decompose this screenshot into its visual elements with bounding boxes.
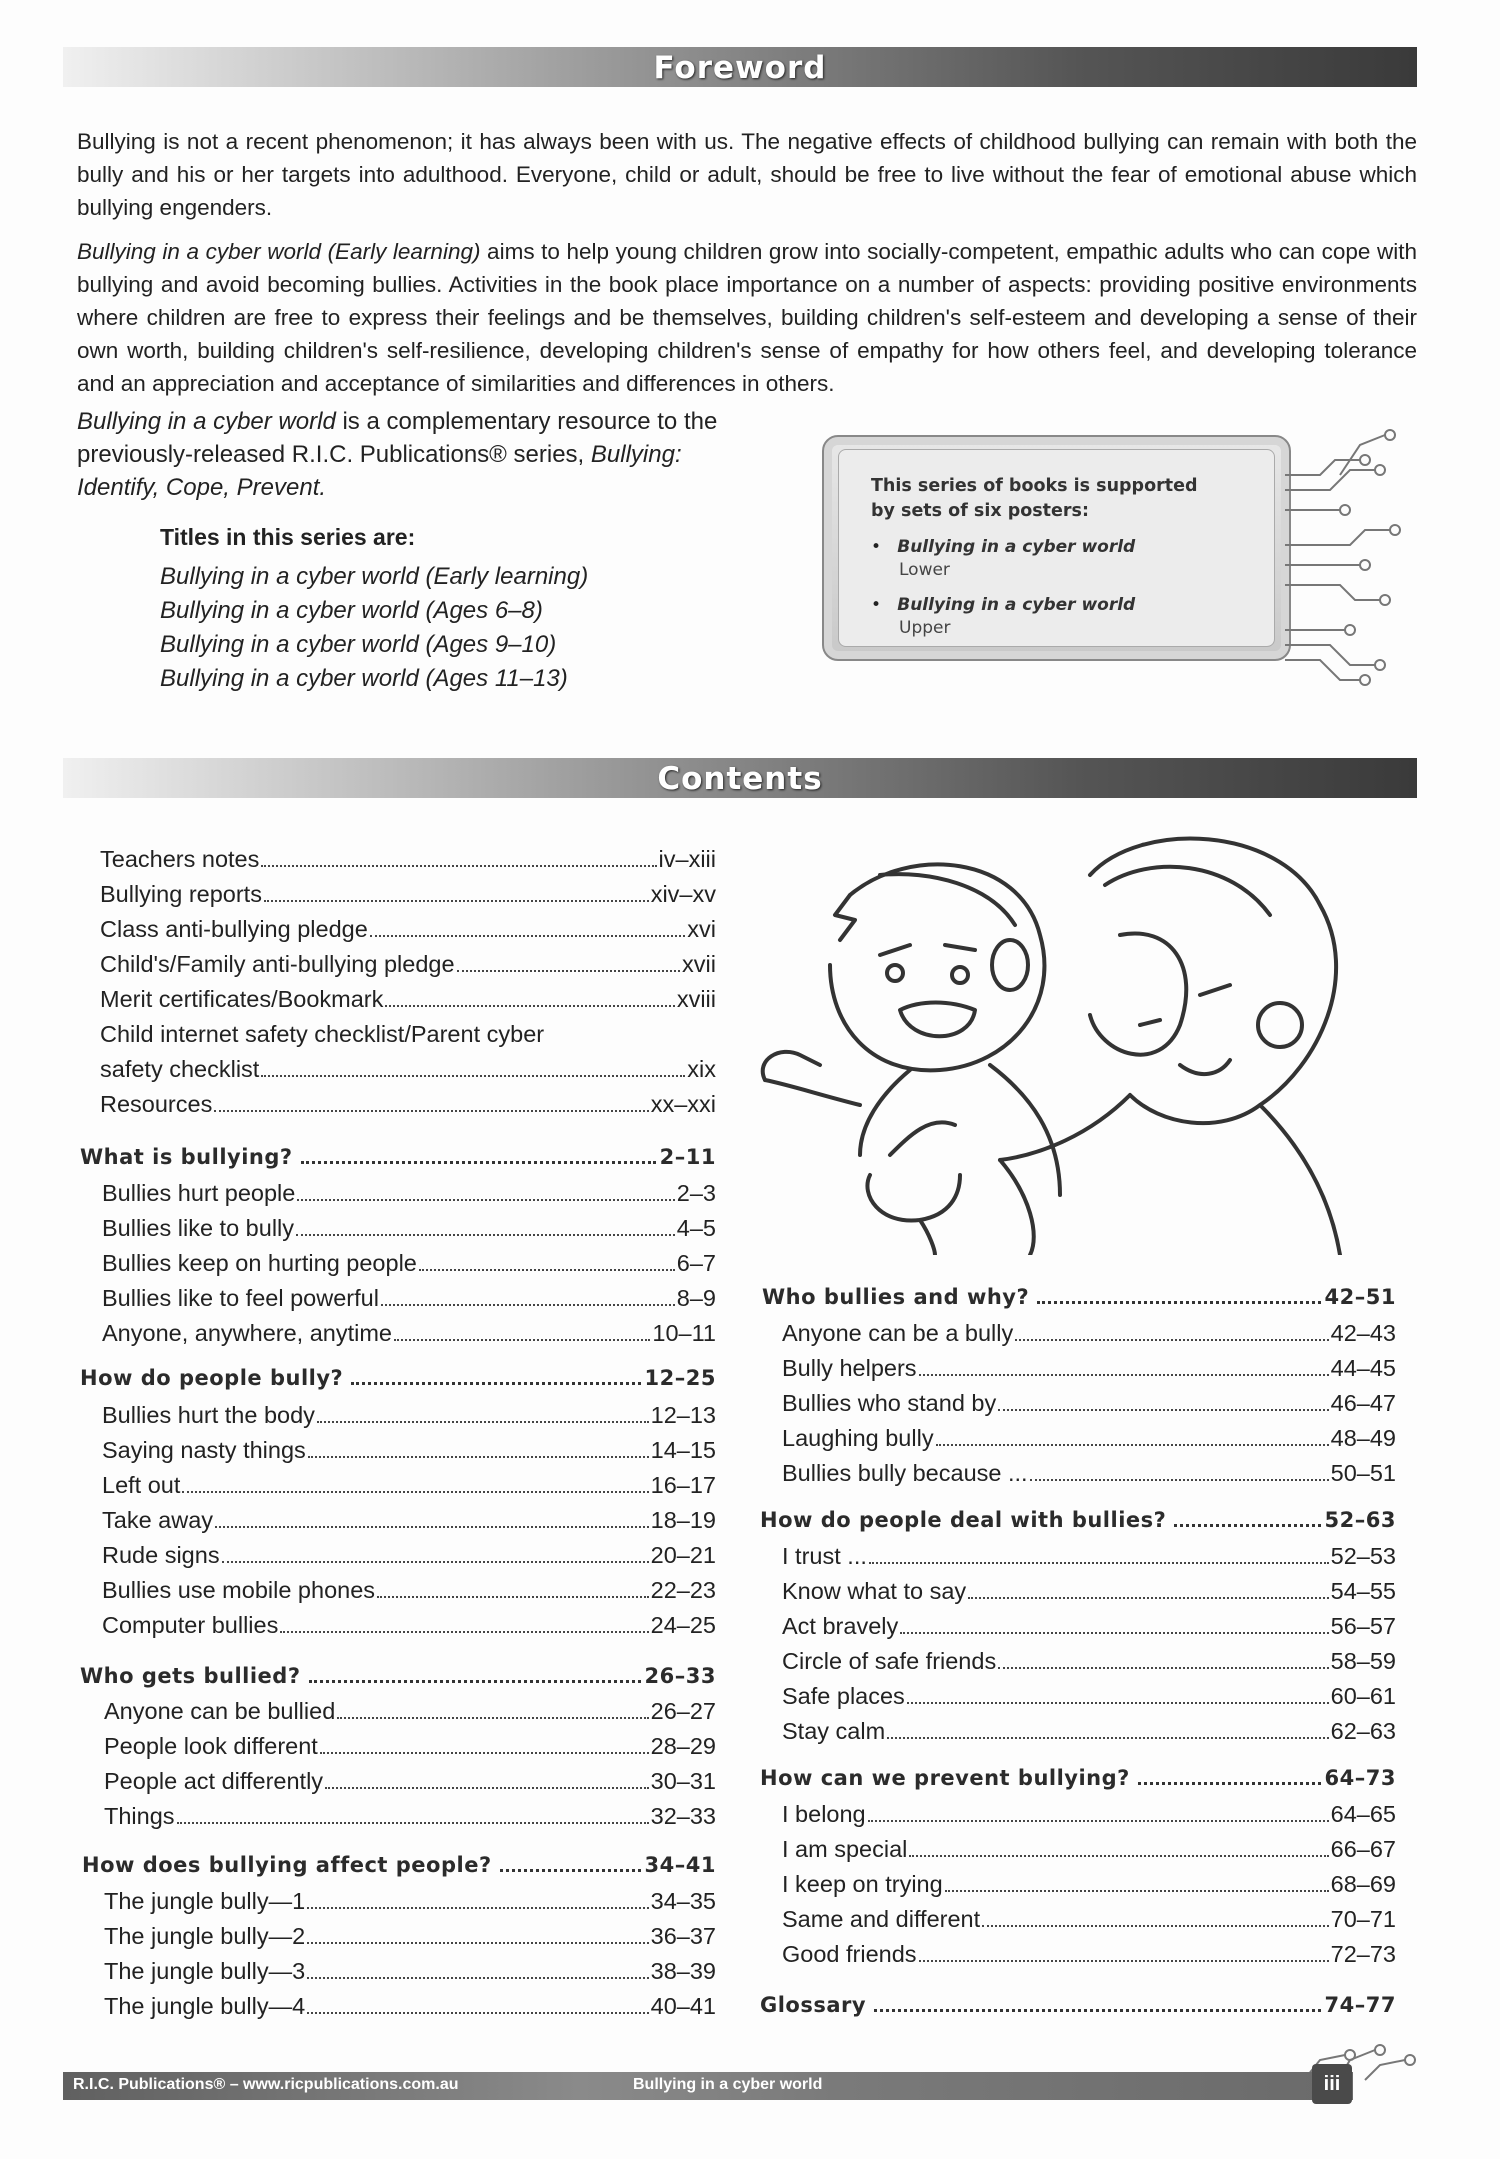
toc-item[interactable]: Same and different 70–71 (782, 1906, 1396, 1932)
toc-item[interactable]: Circle of safe friends 58–59 (782, 1648, 1396, 1674)
toc-item[interactable]: Merit certificates/Bookmark xviii (100, 986, 716, 1012)
toc-item[interactable]: Bully helpers 44–45 (782, 1355, 1396, 1381)
toc-item[interactable]: Anyone, anywhere, anytime 10–11 (102, 1320, 716, 1346)
page-number: iii (1312, 2064, 1352, 2104)
toc-section-who-bullies-and-why[interactable]: Who bullies and why? 42–51 (762, 1285, 1396, 1309)
contents-heading: Contents (657, 761, 823, 797)
toc-section-how-do-people-deal-with-bullies[interactable]: How do people deal with bullies? 52–63 (760, 1508, 1396, 1532)
toc-item[interactable]: Bullies use mobile phones 22–23 (102, 1577, 716, 1603)
toc-item[interactable]: Anyone can be a bully 42–43 (782, 1320, 1396, 1346)
poster-info-box (822, 435, 1291, 661)
toc-item[interactable]: People look different 28–29 (104, 1733, 716, 1759)
footer-publisher: R.I.C. Publications® – www.ricpublications.com.au (73, 2076, 459, 2093)
toc-item[interactable]: The jungle bully—4 40–41 (104, 1993, 716, 2019)
toc-item[interactable]: Bullies hurt the body 12–13 (102, 1402, 716, 1428)
toc-item[interactable]: Stay calm 62–63 (782, 1718, 1396, 1744)
circuit-decoration-icon (1280, 415, 1430, 720)
poster-item: • Bullying in a cyber world Upper (871, 595, 1136, 638)
page-footer (63, 2072, 1353, 2100)
series-title: Bullying in a cyber world (Ages 6–8) (160, 597, 543, 624)
toc-item[interactable]: Bullies who stand by 46–47 (782, 1390, 1396, 1416)
toc-item[interactable]: safety checklist xix (100, 1056, 716, 1082)
toc-item[interactable]: I keep on trying 68–69 (782, 1871, 1396, 1897)
toc-section-how-do-people-bully[interactable]: How do people bully? 12–25 (80, 1366, 716, 1390)
toc-item[interactable]: Bullies hurt people 2–3 (102, 1180, 716, 1206)
toc-section-who-gets-bullied[interactable]: Who gets bullied? 26–33 (80, 1664, 716, 1688)
toc-item[interactable]: I belong 64–65 (782, 1801, 1396, 1827)
toc-item[interactable]: I trust ... 52–53 (782, 1543, 1396, 1569)
toc-item[interactable]: Take away 18–19 (102, 1507, 716, 1533)
bullet-icon: • (871, 595, 898, 615)
toc-item[interactable]: Teachers notes iv–xiii (100, 846, 716, 872)
circuit-decoration-icon (1290, 2025, 1430, 2115)
poster-item: • Bullying in a cyber world Lower (871, 537, 1136, 580)
toc-item[interactable]: Anyone can be bullied 26–27 (104, 1698, 716, 1724)
toc-section-what-is-bullying[interactable]: What is bullying? 2–11 (80, 1145, 716, 1169)
toc-item[interactable]: Safe places 60–61 (782, 1683, 1396, 1709)
bullying-illustration (760, 815, 1380, 1255)
poster-box-heading: This series of books is supported by sets of six posters: (871, 476, 1198, 521)
toc-item[interactable]: Bullying reports xiv–xv (100, 881, 716, 907)
toc-item[interactable]: Things 32–33 (104, 1803, 716, 1829)
toc-item[interactable]: Laughing bully 48–49 (782, 1425, 1396, 1451)
toc-item[interactable]: The jungle bully—2 36–37 (104, 1923, 716, 1949)
foreword-heading: Foreword (653, 50, 827, 86)
toc-item[interactable]: Resources xx–xxi (100, 1091, 716, 1117)
toc-item[interactable]: Bullies keep on hurting people 6–7 (102, 1250, 716, 1276)
series-title: Bullying in a cyber world (Ages 9–10) (160, 631, 557, 658)
toc-item[interactable]: Know what to say 54–55 (782, 1578, 1396, 1604)
toc-item[interactable]: Child's/Family anti-bullying pledge xvii (100, 951, 716, 977)
footer-book-title: Bullying in a cyber world (633, 2076, 823, 2093)
toc-item[interactable]: Class anti-bullying pledge xvi (100, 916, 716, 942)
toc-item[interactable]: Bullies like to bully 4–5 (102, 1215, 716, 1241)
series-heading: Titles in this series are: (160, 524, 416, 550)
contents-heading-band (63, 758, 1417, 798)
toc-item[interactable]: The jungle bully—3 38–39 (104, 1958, 716, 1984)
toc-item[interactable]: Good friends 72–73 (782, 1941, 1396, 1967)
series-title-list (160, 560, 588, 696)
toc-item[interactable]: Computer bullies 24–25 (102, 1612, 716, 1638)
toc-item[interactable]: The jungle bully—1 34–35 (104, 1888, 716, 1914)
toc-section-how-can-we-prevent-bullying[interactable]: How can we prevent bullying? 64–73 (760, 1766, 1396, 1790)
foreword-paragraph-2: Bullying in a cyber world (Early learning) aims to help young children grow into socially-competent, empathic adults who can cope with bullying and avoid becoming bullies. Activities in the book place importance on a number of aspects: providing positive environments where children are free to express their feelings and be themselves, building children's self-esteem and developing a sense of their own worth, building children's self-resilience, developing children's sense of empathy for how others feel, and developing tolerance and an appreciation and acceptance of similarities and differences in others. (77, 239, 1417, 396)
toc-item[interactable]: Rude signs 20–21 (102, 1542, 716, 1568)
toc-item[interactable]: Bullies bully because ... 50–51 (782, 1460, 1396, 1486)
foreword-paragraph-1: Bullying is not a recent phenomenon; it has always been with us. The negative effects of childhood bullying can remain with both the bully and his or her targets into adulthood. Everyone, child or adult, should be free to live without the fear of emotional abuse which bullying engenders. (77, 129, 1417, 220)
toc-item[interactable]: Left out 16–17 (102, 1472, 716, 1498)
toc-item[interactable]: I am special 66–67 (782, 1836, 1396, 1862)
foreword-paragraph-3: Bullying in a cyber world is a complementary resource to the previously-released R.I.C. Publications® series, Bullying: Identify, Cope, Prevent. (77, 408, 718, 501)
series-title: Bullying in a cyber world (Early learning) (160, 563, 589, 590)
toc-item[interactable]: Saying nasty things 14–15 (102, 1437, 716, 1463)
toc-section-glossary[interactable]: Glossary 74–77 (760, 1993, 1396, 2017)
toc-item[interactable]: People act differently 30–31 (104, 1768, 716, 1794)
toc-section-how-does-bullying-affect-people[interactable]: How does bullying affect people? 34–41 (82, 1853, 716, 1877)
series-title: Bullying in a cyber world (Ages 11–13) (160, 665, 568, 692)
toc-item[interactable]: Act bravely 56–57 (782, 1613, 1396, 1639)
toc-item[interactable]: Bullies like to feel powerful 8–9 (102, 1285, 716, 1311)
bullet-icon: • (871, 537, 898, 557)
foreword-heading-band (63, 47, 1417, 87)
toc-item-wrap-line: Child internet safety checklist/Parent cyber (100, 1021, 545, 1047)
